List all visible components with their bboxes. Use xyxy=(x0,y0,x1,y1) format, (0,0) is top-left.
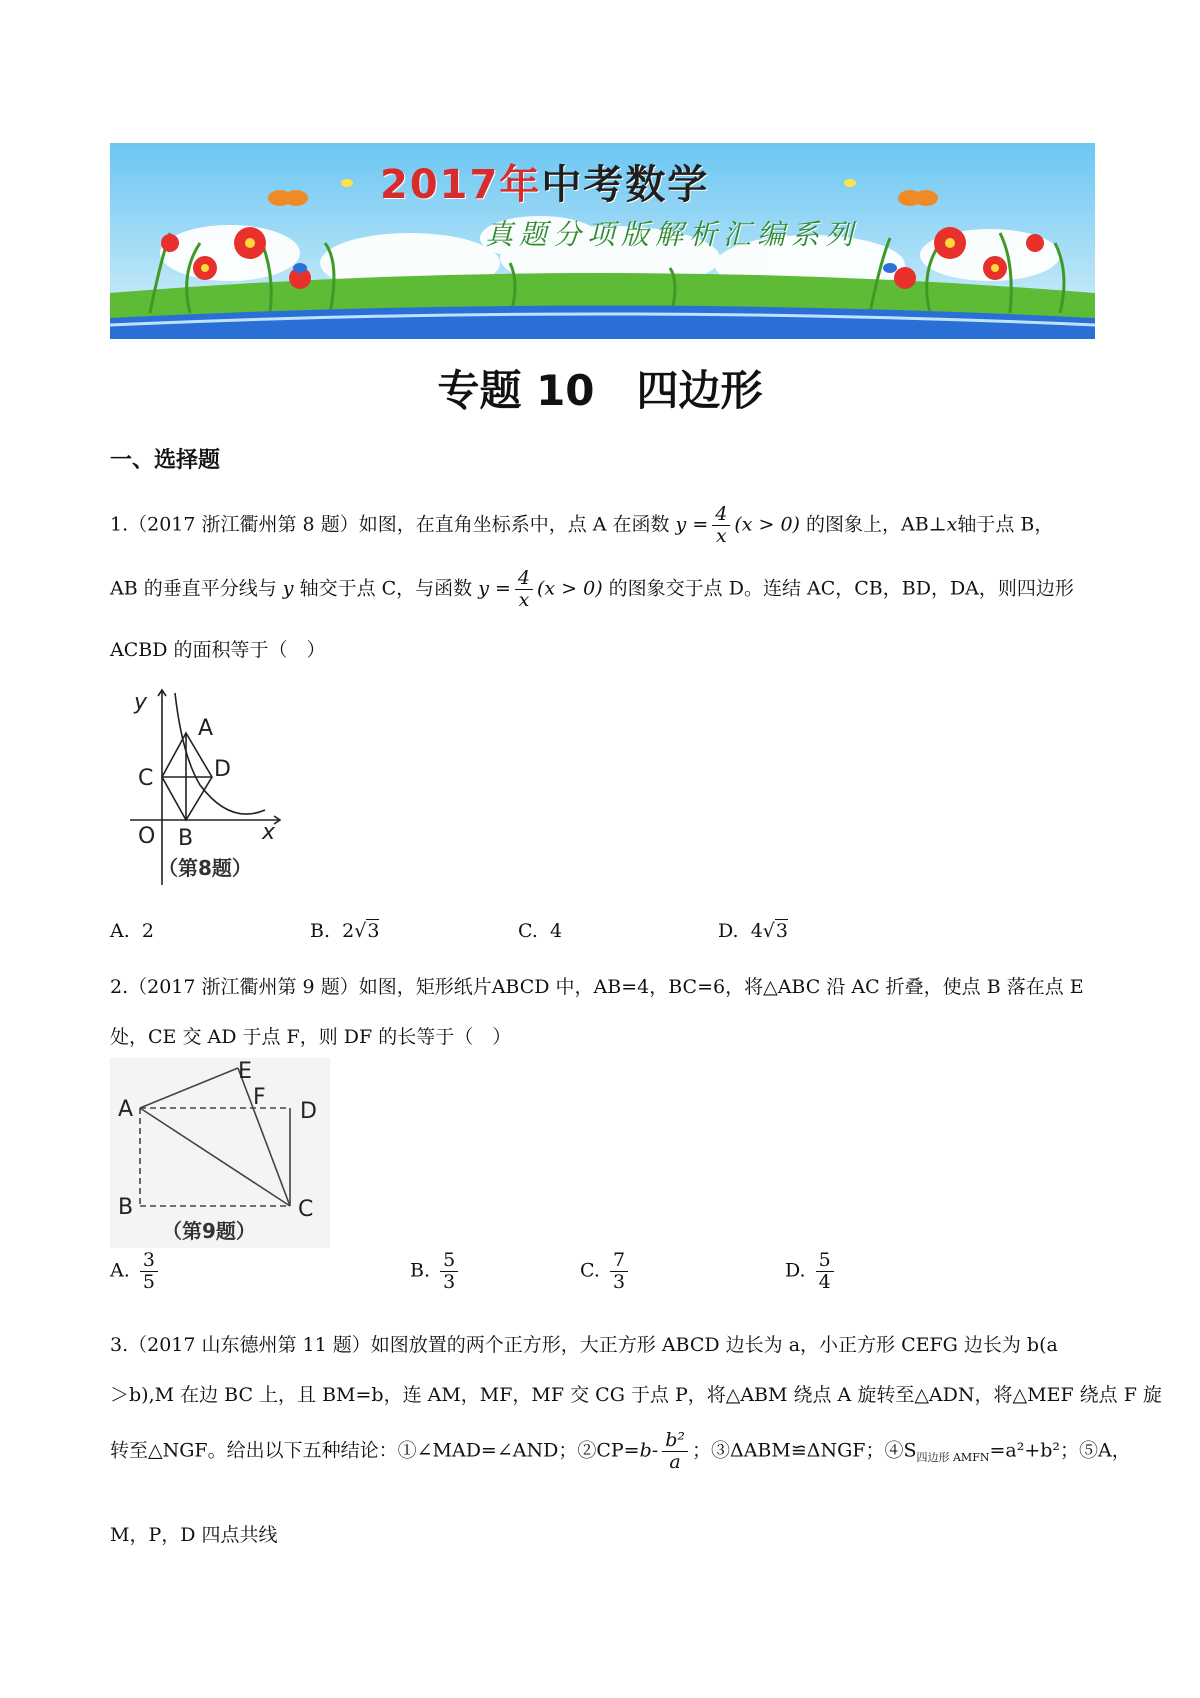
q1-option-d: D. 4√3 xyxy=(718,920,788,942)
figure-q9-caption: （第9题） xyxy=(162,1219,256,1243)
label-b: B xyxy=(178,826,194,851)
label-x: x xyxy=(262,820,276,845)
label-d: D xyxy=(300,1099,317,1124)
q3-cp-fraction: $\frac{\text{b²}}{a}$ xyxy=(662,1430,688,1473)
q1-option-c: C. 4 xyxy=(518,920,563,942)
q2-option-d: D. $\frac{5}{4}$ xyxy=(785,1250,838,1293)
label-a: A xyxy=(118,1097,134,1122)
banner-subtitle: 真题分项版解析汇编系列 xyxy=(485,218,860,251)
q3-line-4: M，P，D 四点共线 xyxy=(110,1524,278,1546)
label-c: C xyxy=(298,1197,314,1222)
q2-line-2: 处，CE 交 AD 于点 F，则 DF 的长等于（ ） xyxy=(110,1026,512,1048)
banner-title xyxy=(380,153,709,210)
figure-q9 xyxy=(110,1058,330,1248)
label-b: B xyxy=(118,1195,134,1220)
figure-q8 xyxy=(120,685,290,895)
q1-line-2: AB 的垂直平分线与 y 轴交于点 C，与函数 y = $\frac{4}{x}$ (x > 0) 的图象交于点 D。连结 AC，CB，BD，DA，则四边形 xyxy=(110,567,1074,611)
q1-function-fraction-2: $\frac{4}{x}$ xyxy=(515,568,533,611)
label-f: F xyxy=(253,1085,266,1110)
banner-title-year: 2017年 xyxy=(380,162,542,208)
label-c: C xyxy=(138,766,154,791)
label-y: y xyxy=(134,690,148,715)
label-e: E xyxy=(238,1059,252,1084)
hyperbola-curve xyxy=(175,693,265,814)
q1-line-1: 1.（2017 浙江衢州第 8 题）如图，在直角坐标系中，点 A 在函数 y = $\frac{4}{x}$ (x > 0) 的图象上，AB⊥x轴于点 B， xyxy=(110,503,1054,547)
document-title: 专题 10 四边形 xyxy=(437,366,763,415)
q2-option-c: C. $\frac{7}{3}$ xyxy=(580,1250,632,1293)
q1-option-a: A. 2 xyxy=(110,920,154,942)
section-heading: 一、选择题 xyxy=(110,448,221,473)
q3-line-1: 3.（2017 山东德州第 11 题）如图放置的两个正方形，大正方形 ABCD 边长为 a，小正方形 CEFG 边长为 b(a xyxy=(110,1334,1058,1356)
q2-option-a: A. $\frac{3}{5}$ xyxy=(110,1250,162,1293)
q1-line-3: ACBD 的面积等于（ ） xyxy=(110,639,326,661)
header-banner xyxy=(110,143,1095,339)
figure-q8-caption: （第8题） xyxy=(158,856,252,880)
q1-option-b: B. 2√3 xyxy=(310,920,380,942)
label-a: A xyxy=(198,716,214,741)
label-o: O xyxy=(138,824,156,849)
q1-function-fraction: $\frac{4}{x}$ xyxy=(712,504,730,547)
label-d: D xyxy=(214,757,231,782)
q2-option-b: B. $\frac{5}{3}$ xyxy=(410,1250,462,1293)
banner-title-subject: 中考数学 xyxy=(541,162,710,208)
q3-line-2: ＞b),M 在边 BC 上，且 BM=b，连 AM，MF，MF 交 CG 于点 P，将△ABM 绕点 A 旋转至△ADN，将△MEF 绕点 F 旋 xyxy=(110,1384,1162,1406)
q2-line-1: 2.（2017 浙江衢州第 9 题）如图，矩形纸片ABCD 中，AB=4，BC=6，将△ABC 沿 AC 折叠，使点 B 落在点 E xyxy=(110,976,1084,998)
q3-line-3: 转至△NGF。给出以下五种结论：①∠MAD=∠AND；②CP=b- $\frac{\text{b²}}{a}$ ；③ΔABM≌ΔNGF；$④S_{四边形 AMFN}=a^2+b^2$；⑤A， xyxy=(110,1429,1131,1473)
